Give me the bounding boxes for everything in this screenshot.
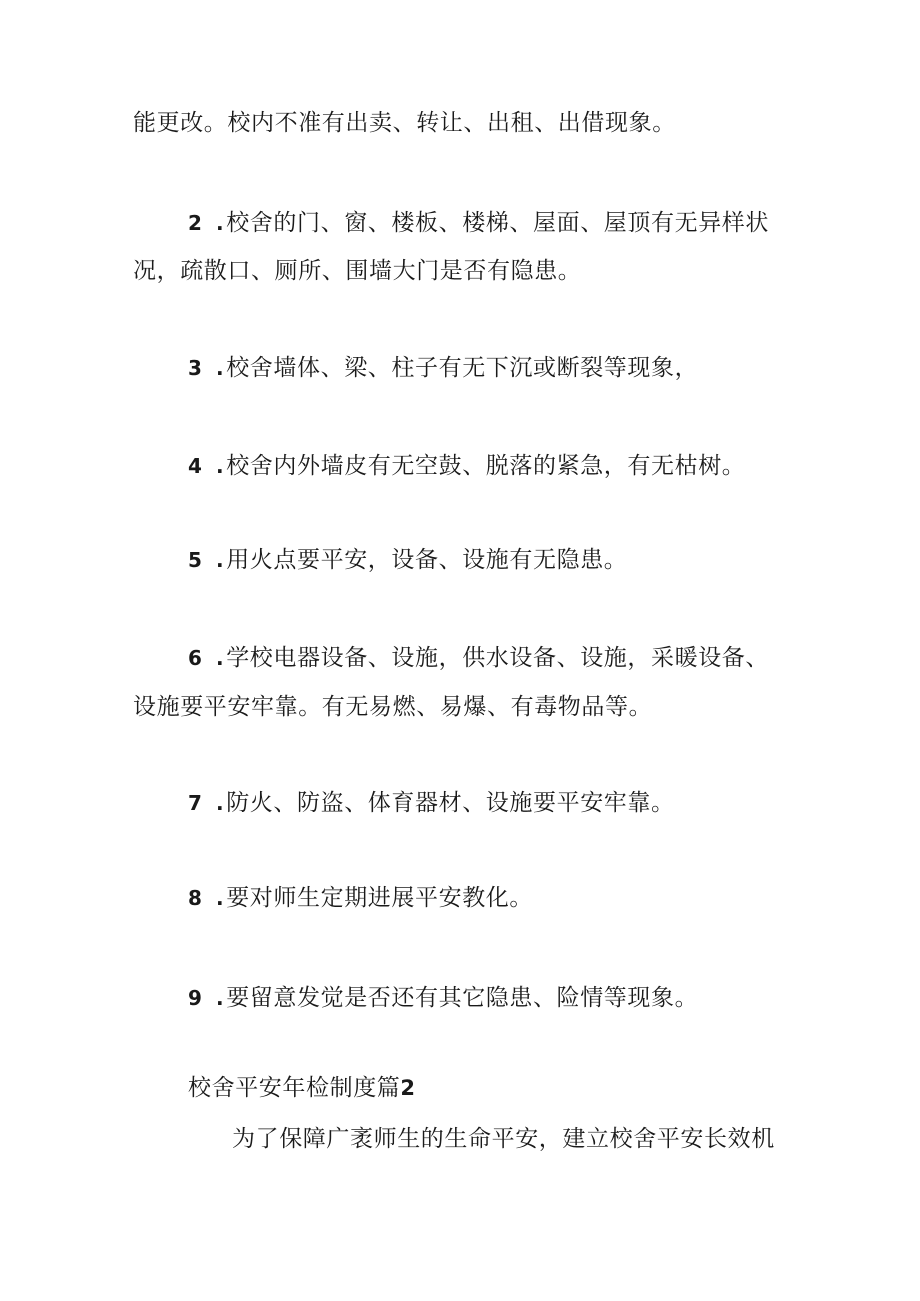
- item-text: 校舍内外墙皮有无空鼓、脱落的紧急，有无枯树。: [226, 453, 746, 479]
- item-text: 要留意发觉是否还有其它隐患、险情等现象。: [226, 985, 699, 1011]
- list-item-9: [188, 983, 698, 1013]
- section-heading-number: 2: [400, 1076, 416, 1100]
- item-number: 8: [188, 886, 203, 910]
- section-heading-text: 校舍平安年检制度篇: [188, 1075, 401, 1101]
- item-separator: .: [216, 356, 225, 380]
- item-number: 2: [188, 211, 203, 235]
- item-number: 9: [188, 986, 203, 1010]
- list-item-6-continued: 设施要平安牢靠。有无易燃、易爆、有毒物品等。: [133, 694, 653, 720]
- item-separator: .: [216, 548, 225, 572]
- item-separator: .: [216, 886, 225, 910]
- item-number: 3: [188, 356, 203, 380]
- item-text: 校舍墙体、梁、柱子有无下沉或断裂等现象，: [226, 355, 699, 381]
- paragraph-intro-tail: 能更改。校内不准有出卖、转让、出租、出借现象。: [133, 110, 676, 136]
- item-text: 校舍的门、窗、楼板、楼梯、屋面、屋顶有无异样状: [226, 210, 770, 236]
- list-item-8: [188, 883, 533, 913]
- item-separator: .: [216, 211, 225, 235]
- item-number: 7: [188, 791, 203, 815]
- list-item-6: [188, 643, 769, 673]
- list-item-2-continued: 况，疏散口、厕所、围墙大门是否有隐患。: [133, 258, 582, 284]
- item-number: 5: [188, 548, 203, 572]
- item-separator: .: [216, 791, 225, 815]
- section-heading: [188, 1073, 416, 1103]
- list-item-2: [188, 208, 769, 238]
- item-number: 4: [188, 454, 203, 478]
- item-separator: .: [216, 454, 225, 478]
- item-text: 要对师生定期进展平安教化。: [226, 885, 534, 911]
- section-paragraph-start: 为了保障广袤师生的生命平安，建立校舍平安长效机: [232, 1126, 775, 1152]
- item-separator: .: [216, 986, 225, 1010]
- list-item-7: [188, 788, 675, 818]
- item-text: 防火、防盗、体育器材、设施要平安牢靠。: [226, 790, 675, 816]
- list-item-3: [188, 353, 698, 383]
- list-item-5: [188, 545, 627, 575]
- list-item-4: [188, 451, 745, 481]
- item-text: 用火点要平安，设备、设施有无隐患。: [226, 547, 628, 573]
- item-text: 学校电器设备、设施，供水设备、设施，采暖设备、: [226, 645, 770, 671]
- item-separator: .: [216, 646, 225, 670]
- item-number: 6: [188, 646, 203, 670]
